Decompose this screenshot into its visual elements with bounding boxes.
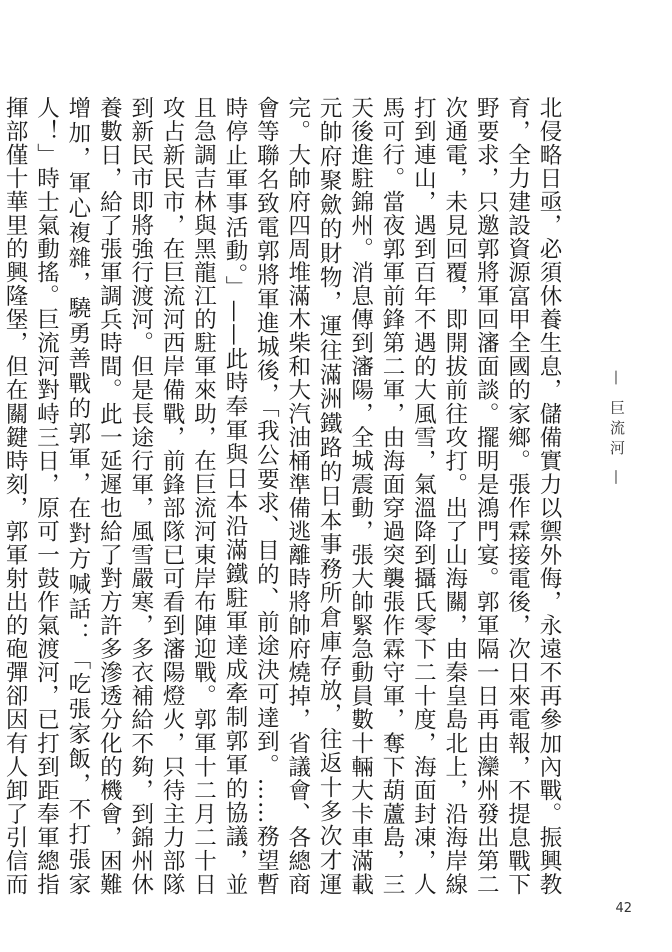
- body-paragraph: 北侵略日亟，必須休養生息，儲備實力以禦外侮，永遠不再參加內戰。振興教育，全力建設資源富甲全國的家鄉。張作霖接電後，次日來電報，不提息戰下野要求，只邀郭將軍回瀋面談。擺明是鴻門宴。郭軍隔一日再由灤州發出第二次通電，未見回覆，即開拔前往攻打。出了山海關，由秦皇島北上，沿海岸線打到連山，遇到百年不遇的大風雪，氣溫降到攝氏零下二十度，海面封凍，人馬可行。當夜郭軍前鋒第二軍，由海面穿過突襲張作霖守軍，奪下葫蘆島，三天後進駐錦州。消息傳到瀋陽，全城震動，張大帥緊急動員數十輛大卡車滿載元帥府聚歛的財物，運往滿洲鐵路的日本事務所倉庫存放，往返十多次才運完。大帥府四周堆滿木柴和大汽油桶準備逃離時將帥府燒掉，省議會、各總商會等聯名致電郭將軍進城後，「我公要求、目的、前途決可達到。……務望暫時停止軍事活動。」——此時奉軍與日本沿滿鐵駐軍達成牽制郭軍的協議，並且急調吉林與黑龍江的駐軍來助，在巨流河東岸布陣迎戰。郭軍十二月二十日攻占新民市，在巨流河西岸備戰，前鋒部隊已可看到瀋陽燈火，只待主力部隊到新民市即將強行渡河。但是長途行軍，風雪嚴寒，多衣補給不夠，到錦州休養數日，給了張軍調兵時間。此一延遲也給了對方許多滲透分化的機會，困難增加，軍心複雜，驍勇善戰的郭軍，在對方喊話：「吃張家飯，不打張家人！」時士氣動搖。巨流河對峙三日，原可一鼓作氣渡河，已打到距奉軍總指揮部僅十華里的興隆堡，但在關鍵時刻，郭軍射出的砲彈卻因有人卸了引信而: [2, 96, 562, 896]
- running-head: — 巨流河 —: [608, 370, 626, 490]
- body-text-block: [0, 96, 564, 896]
- page-number: 42: [615, 901, 632, 916]
